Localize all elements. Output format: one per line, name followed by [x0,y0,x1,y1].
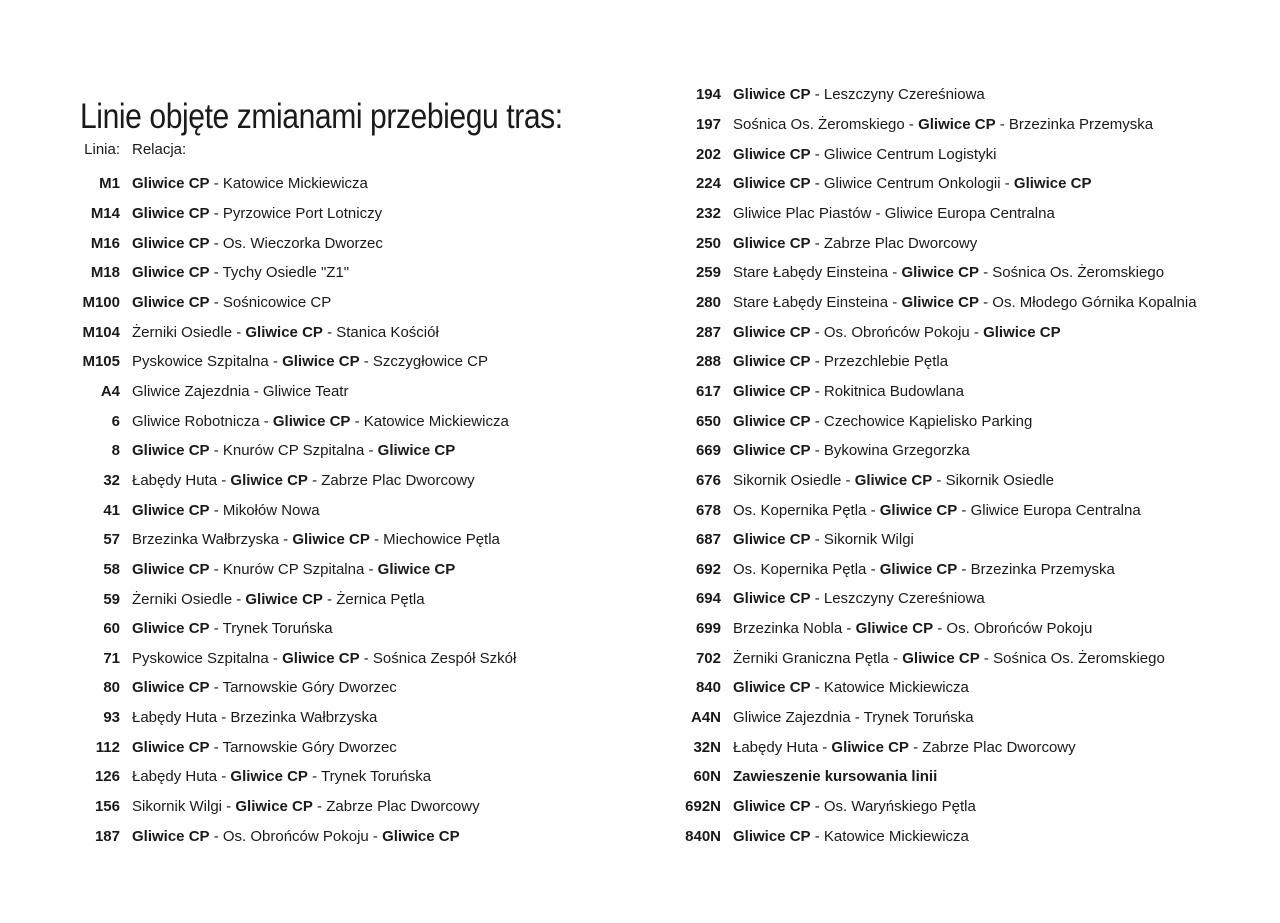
relation-stop-bold: Gliwice CP [282,353,360,371]
relation-text: Pyskowice Szpitalna - [132,649,283,667]
relation-text: - Os. Obrońców Pokoju - [810,323,984,341]
line-relation [132,798,480,815]
line-number: 232 [695,204,721,222]
line-number: 80 [103,679,120,697]
line-row [650,466,1197,496]
line-row [650,80,1197,110]
line-number: M100 [82,293,120,311]
relation-text: - Os. Waryńskiego Pętla [810,798,976,816]
line-number: 287 [695,323,721,341]
relation-text: - Tarnowskie Góry Dworzec [209,679,397,697]
line-row [60,466,516,496]
line-row [650,495,1197,525]
relation-stop-bold: Gliwice CP [733,175,811,193]
line-relation [132,175,368,192]
line-row [60,821,516,851]
line-relation [132,294,331,311]
line-number: 41 [103,501,120,519]
line-row [60,525,516,555]
relation-stop-bold: Gliwice CP [733,827,811,845]
line-row [60,555,516,585]
line-row [60,406,516,436]
line-row [650,762,1197,792]
line-number: 126 [94,768,120,786]
relation-text: - Sośnica Zespół Szkół [359,649,517,667]
relation-text: - Katowice Mickiewicza [810,827,969,845]
relation-text: - Żernica Pętla [322,590,425,608]
line-number: 59 [103,590,120,608]
line-relation [132,591,425,608]
line-row [60,347,516,377]
line-row [60,703,516,733]
relation-text: - Gliwice Centrum Logistyki [810,145,997,163]
line-row [650,317,1197,347]
line-relation [733,413,1032,430]
relation-text: - Sikornik Wilgi [810,531,914,549]
relation-text: - Tychy Osiedle "Z1" [209,264,350,282]
line-number: 194 [695,86,721,104]
relation-text: Pyskowice Szpitalna - [132,353,283,371]
line-row [650,643,1197,673]
relation-text: - Os. Obrońców Pokoju [933,620,1093,638]
relation-text: Stare Łabędy Einsteina - [733,264,902,282]
line-number: A4 [100,382,120,400]
line-number: 71 [103,649,120,667]
relation-stop-bold: Gliwice CP [733,442,811,460]
relation-stop-bold: Gliwice CP [132,204,210,222]
relation-text: - Katowice Mickiewicza [209,175,368,193]
line-relation [132,650,516,667]
line-row [650,406,1197,436]
relation-stop-bold: Gliwice CP [230,471,308,489]
line-number: 57 [103,531,120,549]
line-number: M18 [90,264,120,282]
relation-text: Łabędy Huta - Brzezinka Wałbrzyska [132,709,378,727]
line-relation [132,561,455,578]
relation-stop-bold: Gliwice CP [132,827,210,845]
relation-text: - Stanica Kościół [322,323,439,341]
line-relation [733,146,996,163]
relation-text: - Bykowina Grzegorzka [810,442,970,460]
line-relation [132,472,475,489]
line-number: 93 [103,709,120,727]
relation-text: - Sośnica Os. Żeromskiego [978,264,1165,282]
relation-text: - Pyrzowice Port Lotniczy [209,204,383,222]
relation-text: - Trynek Toruńska [307,768,432,786]
line-row [650,614,1197,644]
relation-stop-bold: Zawieszenie kursowania linii [733,768,938,786]
line-number: 250 [695,234,721,252]
relation-text: Brzezinka Nobla - [733,620,856,638]
relation-text: Żerniki Osiedle - [132,323,246,341]
relation-text: Sikornik Wilgi - [132,798,236,816]
relation-stop-bold: Gliwice CP [292,531,370,549]
line-number: M16 [90,234,120,252]
line-number: 197 [695,115,721,133]
line-number: 699 [695,620,721,638]
relation-stop-bold: Gliwice CP [901,293,979,311]
line-relation [132,235,383,252]
relation-text: - Mikołów Nowa [209,501,320,519]
line-number: 288 [695,353,721,371]
relation-text: Gliwice Plac Piastów - Gliwice Europa Centralna [733,204,1055,222]
relation-stop-bold: Gliwice CP [902,649,980,667]
relation-stop-bold: Gliwice CP [733,382,811,400]
line-relation [132,353,488,370]
line-number: 676 [695,471,721,489]
line-number: 202 [695,145,721,163]
relation-stop-bold: Gliwice CP [377,442,456,460]
line-number: 60N [693,768,721,786]
line-relation [132,324,439,341]
line-list-right [650,80,1197,851]
relation-text: - Sośnica Os. Żeromskiego [979,649,1165,667]
line-row [650,377,1197,407]
line-relation [132,442,455,459]
line-relation [733,472,1054,489]
relation-stop-bold: Gliwice CP [855,620,934,638]
line-number: 8 [111,442,120,460]
line-number: 840N [685,827,721,845]
line-relation [733,828,969,845]
line-row [60,792,516,822]
relation-stop-bold: Gliwice CP [132,501,210,519]
line-row [650,555,1197,585]
line-relation [733,383,964,400]
relation-text: - Rokitnica Budowlana [810,382,964,400]
line-row [650,792,1197,822]
relation-text: Łabędy Huta - [132,471,231,489]
line-row [650,525,1197,555]
line-number: 224 [695,175,721,193]
relation-stop-bold: Gliwice CP [854,471,933,489]
relation-stop-bold: Gliwice CP [377,560,456,578]
line-list-left [60,169,516,851]
relation-stop-bold: Gliwice CP [132,620,210,638]
line-number: 6 [111,412,120,430]
line-row [60,584,516,614]
line-number: M14 [90,204,120,222]
line-number: 669 [695,442,721,460]
relation-stop-bold: Gliwice CP [132,738,210,756]
line-relation [733,650,1165,667]
line-number: 60 [103,620,120,638]
line-number: 702 [695,649,721,667]
relation-stop-bold: Gliwice CP [132,175,210,193]
relation-text: Sośnica Os. Żeromskiego - [733,115,919,133]
line-relation [733,709,974,726]
line-relation [733,442,970,459]
line-relation [733,561,1115,578]
line-relation [132,679,397,696]
relation-text: Stare Łabędy Einsteina - [733,293,902,311]
line-number: 187 [94,827,120,845]
relation-stop-bold: Gliwice CP [733,353,811,371]
line-number: 32 [103,471,120,489]
line-number: 156 [94,798,120,816]
relation-stop-bold: Gliwice CP [132,234,210,252]
line-relation [733,768,937,785]
relation-stop-bold: Gliwice CP [879,560,958,578]
header-relation-label: Relacja: [132,140,187,158]
relation-text: - Knurów CP Szpitalna - [209,560,378,578]
line-relation [733,175,1091,192]
page-title: Linie objęte zmianami przebiegu tras: [80,97,563,137]
line-row [650,673,1197,703]
line-relation [132,264,349,281]
line-relation [733,324,1061,341]
line-row [650,169,1197,199]
relation-text: - Brzezinka Przemyska [995,115,1154,133]
relation-text: - Przezchlebie Pętla [810,353,949,371]
line-row [650,288,1197,318]
relation-text: Łabędy Huta - [733,738,832,756]
line-row [60,732,516,762]
relation-text: - Gliwice Centrum Onkologii - [810,175,1014,193]
relation-stop-bold: Gliwice CP [733,679,811,697]
relation-text: - Katowice Mickiewicza [350,412,509,430]
line-row [650,258,1197,288]
line-number: M105 [82,353,120,371]
relation-text: Os. Kopernika Pętla - [733,560,880,578]
relation-text: - Brzezinka Przemyska [957,560,1115,578]
line-relation [733,590,985,607]
line-relation [733,531,914,548]
relation-text: - Os. Młodego Górnika Kopalnia [978,293,1197,311]
relation-text: Łabędy Huta - [132,768,231,786]
relation-text: - Katowice Mickiewicza [810,679,969,697]
relation-text: - Os. Wieczorka Dworzec [209,234,383,252]
relation-stop-bold: Gliwice CP [282,649,360,667]
line-row [60,495,516,525]
relation-stop-bold: Gliwice CP [733,323,811,341]
header-line-label: Linia: [84,140,120,158]
relation-text: Sikornik Osiedle - [733,471,855,489]
relation-text: - Os. Obrońców Pokoju - [209,827,383,845]
relation-stop-bold: Gliwice CP [983,323,1061,341]
relation-text: - Zabrze Plac Dworcowy [312,798,480,816]
line-row [60,673,516,703]
line-row [650,703,1197,733]
line-row [650,228,1197,258]
line-row [650,821,1197,851]
relation-stop-bold: Gliwice CP [132,679,210,697]
relation-text: Gliwice Robotnicza - [132,412,273,430]
relation-stop-bold: Gliwice CP [733,798,811,816]
relation-stop-bold: Gliwice CP [132,560,210,578]
relation-stop-bold: Gliwice CP [733,412,811,430]
line-row [650,436,1197,466]
line-row [60,377,516,407]
line-relation [733,86,985,103]
line-relation [733,235,977,252]
relation-text: - Czechowice Kąpielisko Parking [810,412,1033,430]
relation-stop-bold: Gliwice CP [245,323,323,341]
line-row [60,288,516,318]
relation-text: Os. Kopernika Pętla - [733,501,880,519]
column-header [60,139,186,159]
relation-text: Gliwice Zajezdnia - Trynek Toruńska [733,709,974,727]
line-number: 687 [695,531,721,549]
line-relation [733,353,948,370]
line-relation [733,739,1076,756]
relation-stop-bold: Gliwice CP [831,738,909,756]
relation-stop-bold: Gliwice CP [733,531,811,549]
relation-stop-bold: Gliwice CP [879,501,958,519]
line-row [60,258,516,288]
relation-text: - Trynek Toruńska [209,620,333,638]
relation-stop-bold: Gliwice CP [733,86,811,104]
line-row [650,110,1197,140]
line-number: 840 [695,679,721,697]
line-row [650,732,1197,762]
line-row [60,199,516,229]
line-relation [733,116,1153,133]
line-number: 617 [695,382,721,400]
relation-stop-bold: Gliwice CP [235,798,313,816]
line-row [60,614,516,644]
line-relation [132,768,431,785]
relation-stop-bold: Gliwice CP [901,264,979,282]
relation-text: - Leszczyny Czereśniowa [810,590,985,608]
line-relation [132,502,320,519]
line-relation [132,205,382,222]
line-row [60,644,516,674]
line-row [60,169,516,199]
relation-text: - Sośnicowice CP [209,293,332,311]
line-number: 280 [695,293,721,311]
line-number: 32N [693,738,721,756]
line-number: M104 [82,323,120,341]
relation-text: - Knurów CP Szpitalna - [209,442,378,460]
relation-text: Gliwice Zajezdnia - Gliwice Teatr [132,382,349,400]
relation-text: Żerniki Osiedle - [132,590,246,608]
relation-stop-bold: Gliwice CP [132,293,210,311]
line-row [650,584,1197,614]
relation-text: Brzezinka Wałbrzyska - [132,531,293,549]
relation-stop-bold: Gliwice CP [733,590,811,608]
line-number: 692 [695,560,721,578]
relation-stop-bold: Gliwice CP [230,768,308,786]
line-relation [733,620,1092,637]
line-relation [733,679,969,696]
relation-text: - Zabrze Plac Dworcowy [307,471,475,489]
relation-text: Żerniki Graniczna Pętla - [733,649,903,667]
line-row [60,317,516,347]
line-number: 259 [695,264,721,282]
line-number: A4N [690,709,721,727]
relation-stop-bold: Gliwice CP [132,264,210,282]
relation-text: - Sikornik Osiedle [932,471,1054,489]
line-number: 650 [695,412,721,430]
line-row [60,762,516,792]
line-relation [733,264,1164,281]
relation-stop-bold: Gliwice CP [1013,175,1092,193]
line-relation [132,828,460,845]
relation-stop-bold: Gliwice CP [245,590,323,608]
line-relation [733,798,976,815]
relation-stop-bold: Gliwice CP [733,145,811,163]
line-relation [132,739,397,756]
relation-stop-bold: Gliwice CP [382,827,460,845]
line-row [60,436,516,466]
line-row [650,199,1197,229]
line-row [650,347,1197,377]
relation-stop-bold: Gliwice CP [132,442,210,460]
line-relation [733,294,1197,311]
line-number: M1 [99,175,120,193]
relation-text: - Miechowice Pętla [369,531,500,549]
line-relation [132,709,377,726]
line-number: 112 [95,738,120,756]
relation-text: - Leszczyny Czereśniowa [810,86,985,104]
line-relation [733,502,1141,519]
line-relation [132,620,333,637]
line-number: 678 [695,501,721,519]
line-number: 694 [695,590,721,608]
relation-text: - Szczygłowice CP [359,353,488,371]
line-row [650,139,1197,169]
line-relation [132,413,509,430]
relation-stop-bold: Gliwice CP [733,234,811,252]
line-number: 58 [103,560,120,578]
line-relation [132,383,348,400]
relation-stop-bold: Gliwice CP [918,115,996,133]
relation-text: - Zabrze Plac Dworcowy [908,738,1076,756]
relation-text: - Gliwice Europa Centralna [957,501,1141,519]
line-relation [733,205,1055,222]
relation-text: - Zabrze Plac Dworcowy [810,234,978,252]
line-number: 692N [685,798,721,816]
line-relation [132,531,500,548]
relation-stop-bold: Gliwice CP [272,412,351,430]
relation-text: - Tarnowskie Góry Dworzec [209,738,397,756]
line-row [60,228,516,258]
